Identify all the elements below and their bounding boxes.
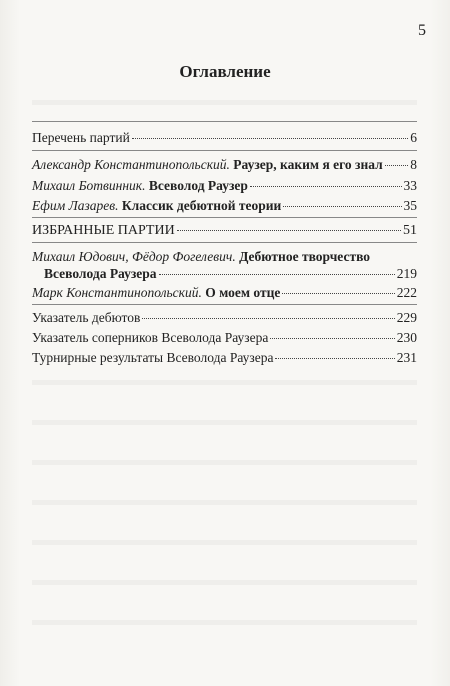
dot-leader xyxy=(385,165,409,166)
show-through xyxy=(32,500,417,505)
dot-leader xyxy=(250,186,402,187)
page-number: 5 xyxy=(418,22,426,39)
toc-entry: Указатель дебютов 229 xyxy=(32,310,417,325)
separator xyxy=(32,304,417,305)
dot-leader xyxy=(142,318,394,319)
show-through xyxy=(32,460,417,465)
show-through xyxy=(32,420,417,425)
dot-leader xyxy=(132,138,408,139)
toc-entry: Михаил Ботвинник. Всеволод Раузер 33 xyxy=(32,178,417,193)
show-through xyxy=(32,620,417,625)
toc-entry-continuation: Всеволода Раузера 219 xyxy=(44,266,417,281)
toc-entry: ИЗБРАННЫЕ ПАРТИИ 51 xyxy=(32,223,417,238)
separator xyxy=(32,242,417,243)
toc-entry: Ефим Лазарев. Классик дебютной теории 35 xyxy=(32,198,417,213)
toc-entry: Турнирные результаты Всеволода Раузера 231 xyxy=(32,350,417,365)
show-through xyxy=(32,580,417,585)
separator xyxy=(32,150,417,151)
show-through xyxy=(32,100,417,105)
toc-entry: Марк Константинопольский. О моем отце 222 xyxy=(32,285,417,300)
dot-leader xyxy=(283,206,401,207)
toc-entry: Александр Константинопольский. Раузер, каким я его знал 8 xyxy=(32,157,417,172)
toc-entry: Перечень партий 6 xyxy=(32,130,417,145)
show-through xyxy=(32,380,417,385)
separator xyxy=(32,217,417,218)
dot-leader xyxy=(282,293,394,294)
toc-entry: Михаил Юдович, Фёдор Фогелевич. Дебютное творчество xyxy=(32,249,371,264)
dot-leader xyxy=(177,230,401,231)
dot-leader xyxy=(275,358,394,359)
page-title: Оглавление xyxy=(179,62,271,81)
dot-leader xyxy=(270,338,394,339)
show-through xyxy=(32,540,417,545)
dot-leader xyxy=(159,274,395,275)
toc-entry: Указатель соперников Всеволода Раузера 230 xyxy=(32,330,417,345)
separator xyxy=(32,121,417,122)
